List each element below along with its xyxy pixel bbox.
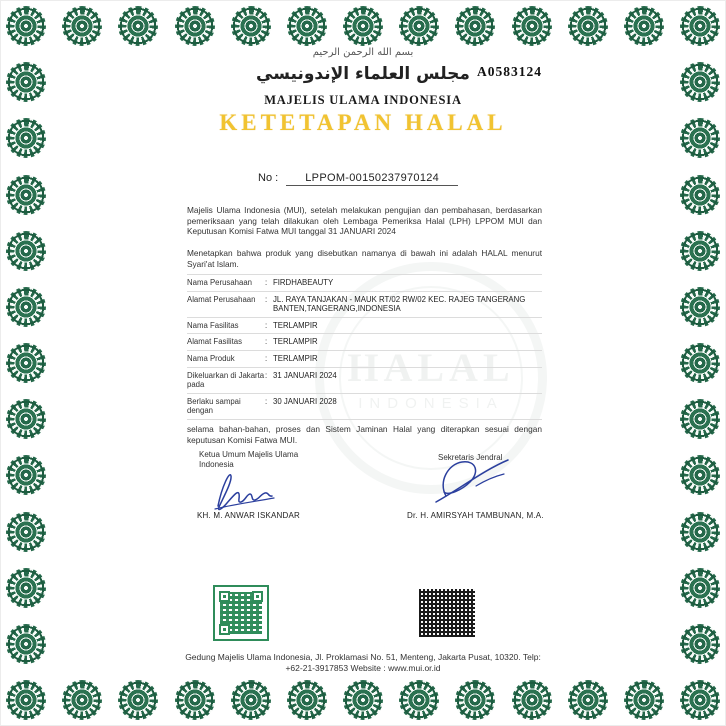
border-medallion-stamp [6, 568, 46, 608]
field-value: 30 JANUARI 2028 [273, 396, 337, 406]
field-colon: : [265, 278, 268, 287]
certificate-fields-table [187, 274, 542, 420]
border-medallion-stamp [343, 6, 383, 46]
certificate-title: KETETAPAN HALAL [219, 110, 507, 135]
border-medallion-stamp [231, 680, 271, 720]
border-medallion-stamp [568, 680, 608, 720]
signatory-left-name: KH. M. ANWAR ISKANDAR [197, 511, 301, 520]
border-medallion-stamp [6, 287, 46, 327]
field-label: Nama Produk [187, 353, 235, 363]
field-value: TERLAMPIR [273, 320, 318, 330]
border-medallion-stamp [62, 680, 102, 720]
qr-finder-square [219, 591, 230, 602]
field-colon: : [265, 370, 268, 380]
field-label: Alamat Fasilitas [187, 337, 243, 347]
decree-paragraph: Menetapkan bahwa produk yang disebutkan namanya di bawah ini adalah HALAL menurut Syari'at Islam. [187, 248, 542, 269]
field-value: FIRDHABEAUTY [273, 278, 334, 287]
border-medallion-stamp [680, 455, 720, 495]
border-medallion-stamp [680, 343, 720, 383]
border-medallion-stamp [343, 680, 383, 720]
organization-name: MAJELIS ULAMA INDONESIA [264, 93, 462, 107]
field-label: Nama Fasilitas [187, 320, 239, 330]
field-label: Dikeluarkan di Jakarta pada [187, 370, 265, 390]
field-colon: : [265, 396, 268, 406]
field-row-company-address [187, 292, 542, 318]
border-medallion-stamp [6, 343, 46, 383]
field-row-facility-address [187, 334, 542, 351]
border-medallion-stamp [680, 175, 720, 215]
footer-address [103, 652, 623, 674]
mui-arabic-calligraphy: مجلس العلماء الإندونيسي [256, 64, 470, 84]
field-label: Alamat Perusahaan [187, 294, 256, 304]
border-medallion-stamp [512, 6, 552, 46]
signatory-right-name: Dr. H. AMIRSYAH TAMBUNAN, M.A. [407, 511, 544, 520]
green-qr-code [213, 585, 269, 641]
certificate-number-value: LPPOM-00150237970124 [286, 172, 458, 186]
signature-left-handwriting [208, 464, 278, 512]
footer-line-2: +62-21-3917853 Website : www.mui.or.id [285, 663, 441, 673]
field-value: 31 JANUARI 2024 [273, 370, 337, 380]
border-medallion-stamp [6, 512, 46, 552]
border-medallion-stamp [399, 6, 439, 46]
validity-clause-paragraph: selama bahan-bahan, proses dan Sistem Jaminan Halal yang diterapkan sesuai dengan keputusan Komisi Fatwa MUI. [187, 424, 542, 445]
field-colon: : [265, 320, 268, 330]
border-medallion-stamp [287, 6, 327, 46]
border-medallion-stamp [455, 680, 495, 720]
signatory-left-title: Ketua Umum Majelis Ulama Indonesia [199, 450, 299, 469]
border-medallion-stamp [6, 6, 46, 46]
border-medallion-stamp [399, 680, 439, 720]
border-medallion-stamp [680, 512, 720, 552]
field-row-valid-until [187, 394, 542, 420]
qr-pattern [419, 589, 475, 637]
border-medallion-stamp [231, 6, 271, 46]
field-row-product-name [187, 351, 542, 368]
field-row-facility-name [187, 318, 542, 335]
qr-finder-square [252, 591, 263, 602]
border-medallion-stamp [6, 624, 46, 664]
border-medallion-stamp [624, 680, 664, 720]
border-medallion-stamp [512, 680, 552, 720]
watermark-subtext: INDONESIA [358, 395, 504, 412]
border-medallion-stamp [6, 455, 46, 495]
signatory-right-title: Sekretaris Jendral [438, 453, 503, 462]
certificate-number-line [258, 172, 458, 186]
border-medallion-stamp [6, 680, 46, 720]
black-qr-code [417, 587, 477, 639]
field-row-issued-date [187, 368, 542, 394]
field-colon: : [265, 294, 268, 304]
border-medallion-stamp [455, 6, 495, 46]
certificate-number-label: No : [258, 172, 279, 184]
border-medallion-stamp [680, 624, 720, 664]
field-value: JL. RAYA TANJAKAN - MAUK RT/02 RW/02 KEC. RAJEG TANGERANG BANTEN,TANGERANG,INDONESIA [273, 294, 526, 314]
border-medallion-stamp [62, 6, 102, 46]
field-colon: : [265, 337, 268, 347]
bismillah-arabic-text: بسم الله الرحمن الرحيم [312, 47, 414, 58]
border-medallion-stamp [175, 680, 215, 720]
border-medallion-stamp [624, 6, 664, 46]
footer-line-1: Gedung Majelis Ulama Indonesia, Jl. Proklamasi No. 51, Menteng, Jakarta Pusat, 10320. Telp: [185, 652, 541, 662]
field-value: TERLAMPIR [273, 337, 318, 347]
border-medallion-stamp [6, 175, 46, 215]
serial-number: A0583124 [477, 64, 542, 79]
border-medallion-stamp [680, 287, 720, 327]
field-label: Berlaku sampai dengan [187, 396, 241, 416]
signature-right-handwriting [430, 456, 514, 508]
border-medallion-stamp [175, 6, 215, 46]
field-label: Nama Perusahaan [187, 278, 253, 287]
watermark-text: HALAL [347, 345, 515, 390]
border-medallion-stamp [6, 399, 46, 439]
border-medallion-stamp [118, 6, 158, 46]
border-medallion-stamp [680, 231, 720, 271]
border-medallion-stamp [568, 6, 608, 46]
field-colon: : [265, 353, 268, 363]
border-medallion-stamp [680, 399, 720, 439]
field-value: TERLAMPIR [273, 353, 318, 363]
border-medallion-stamp [287, 680, 327, 720]
qr-finder-square [219, 624, 230, 635]
border-medallion-stamp [680, 6, 720, 46]
border-medallion-stamp [118, 680, 158, 720]
border-medallion-stamp [680, 680, 720, 720]
border-medallion-stamp [680, 568, 720, 608]
border-medallion-stamp [6, 231, 46, 271]
field-row-company-name [187, 275, 542, 292]
preamble-paragraph: Majelis Ulama Indonesia (MUI), setelah melakukan pengujian dan pembahasan, berdasarkan pemeriksaan yang telah dilakukan oleh Lembaga Pemeriksa Halal (LPH) LPPOM MUI dan Keputusan Komisi Fatwa MUI tanggal 31 JANUARI 2024 [187, 205, 542, 237]
